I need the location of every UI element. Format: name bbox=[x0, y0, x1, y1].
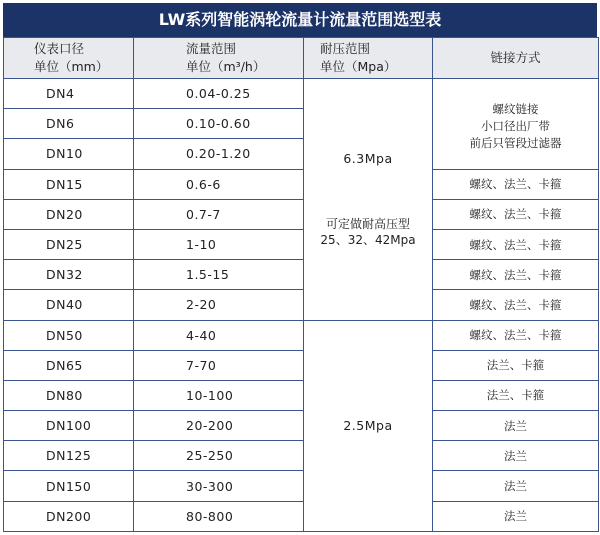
table-row bbox=[4, 471, 599, 501]
flow-cell: 1-10 bbox=[134, 229, 304, 259]
table-row bbox=[4, 79, 599, 109]
table-row bbox=[4, 320, 599, 350]
size-cell: DN125 bbox=[4, 441, 134, 471]
flow-cell: 0.10-0.60 bbox=[134, 109, 304, 139]
connection-cell: 法兰 bbox=[433, 471, 599, 501]
flow-cell: 2-20 bbox=[134, 290, 304, 320]
table-title: LW系列智能涡轮流量计流量范围选型表 bbox=[3, 3, 597, 37]
size-cell: DN6 bbox=[4, 109, 134, 139]
connection-cell: 法兰、卡箍 bbox=[433, 350, 599, 380]
flow-cell: 0.7-7 bbox=[134, 199, 304, 229]
size-cell: DN4 bbox=[4, 79, 134, 109]
flow-cell: 0.6-6 bbox=[134, 169, 304, 199]
size-cell: DN32 bbox=[4, 260, 134, 290]
table-row bbox=[4, 229, 599, 259]
table-row bbox=[4, 199, 599, 229]
connection-cell: 螺纹、法兰、卡箍 bbox=[433, 290, 599, 320]
table-row bbox=[4, 169, 599, 199]
flow-cell: 30-300 bbox=[134, 471, 304, 501]
header-pressure: 耐压范围 单位（Mpa） bbox=[304, 38, 433, 79]
size-cell: DN20 bbox=[4, 199, 134, 229]
header-flow: 流量范围 单位（m³/h） bbox=[134, 38, 304, 79]
size-cell: DN50 bbox=[4, 320, 134, 350]
connection-cell: 法兰 bbox=[433, 411, 599, 441]
table-row bbox=[4, 290, 599, 320]
flow-cell: 0.04-0.25 bbox=[134, 79, 304, 109]
connection-cell: 螺纹、法兰、卡箍 bbox=[433, 199, 599, 229]
connection-cell-small: 螺纹链接 小口径出厂带 前后只管段过滤器 bbox=[433, 79, 599, 170]
header-connection: 链接方式 bbox=[433, 38, 599, 79]
flow-cell: 80-800 bbox=[134, 501, 304, 531]
flow-cell: 1.5-15 bbox=[134, 260, 304, 290]
size-cell: DN15 bbox=[4, 169, 134, 199]
header-row bbox=[4, 38, 599, 79]
size-cell: DN80 bbox=[4, 380, 134, 410]
size-cell: DN100 bbox=[4, 411, 134, 441]
size-cell: DN65 bbox=[4, 350, 134, 380]
size-cell: DN10 bbox=[4, 139, 134, 169]
connection-cell: 螺纹、法兰、卡箍 bbox=[433, 229, 599, 259]
flow-cell: 10-100 bbox=[134, 380, 304, 410]
size-cell: DN40 bbox=[4, 290, 134, 320]
flow-cell: 7-70 bbox=[134, 350, 304, 380]
connection-cell: 螺纹、法兰、卡箍 bbox=[433, 320, 599, 350]
connection-cell: 法兰、卡箍 bbox=[433, 380, 599, 410]
flow-cell: 4-40 bbox=[134, 320, 304, 350]
table-row bbox=[4, 380, 599, 410]
size-cell: DN25 bbox=[4, 229, 134, 259]
table-row bbox=[4, 501, 599, 531]
size-cell: DN200 bbox=[4, 501, 134, 531]
size-cell: DN150 bbox=[4, 471, 134, 501]
table-row bbox=[4, 350, 599, 380]
flow-cell: 25-250 bbox=[134, 441, 304, 471]
pressure-cell-high: 6.3Mpa 可定做耐高压型 25、32、42Mpa bbox=[304, 79, 433, 321]
flow-cell: 20-200 bbox=[134, 411, 304, 441]
header-size: 仪表口径 单位（mm） bbox=[4, 38, 134, 79]
connection-cell: 法兰 bbox=[433, 501, 599, 531]
connection-cell: 螺纹、法兰、卡箍 bbox=[433, 169, 599, 199]
selection-table bbox=[3, 37, 599, 532]
table-row bbox=[4, 260, 599, 290]
connection-cell: 螺纹、法兰、卡箍 bbox=[433, 260, 599, 290]
flow-cell: 0.20-1.20 bbox=[134, 139, 304, 169]
table-row bbox=[4, 441, 599, 471]
connection-cell: 法兰 bbox=[433, 441, 599, 471]
pressure-cell-low: 2.5Mpa bbox=[304, 320, 433, 531]
table-row bbox=[4, 411, 599, 441]
